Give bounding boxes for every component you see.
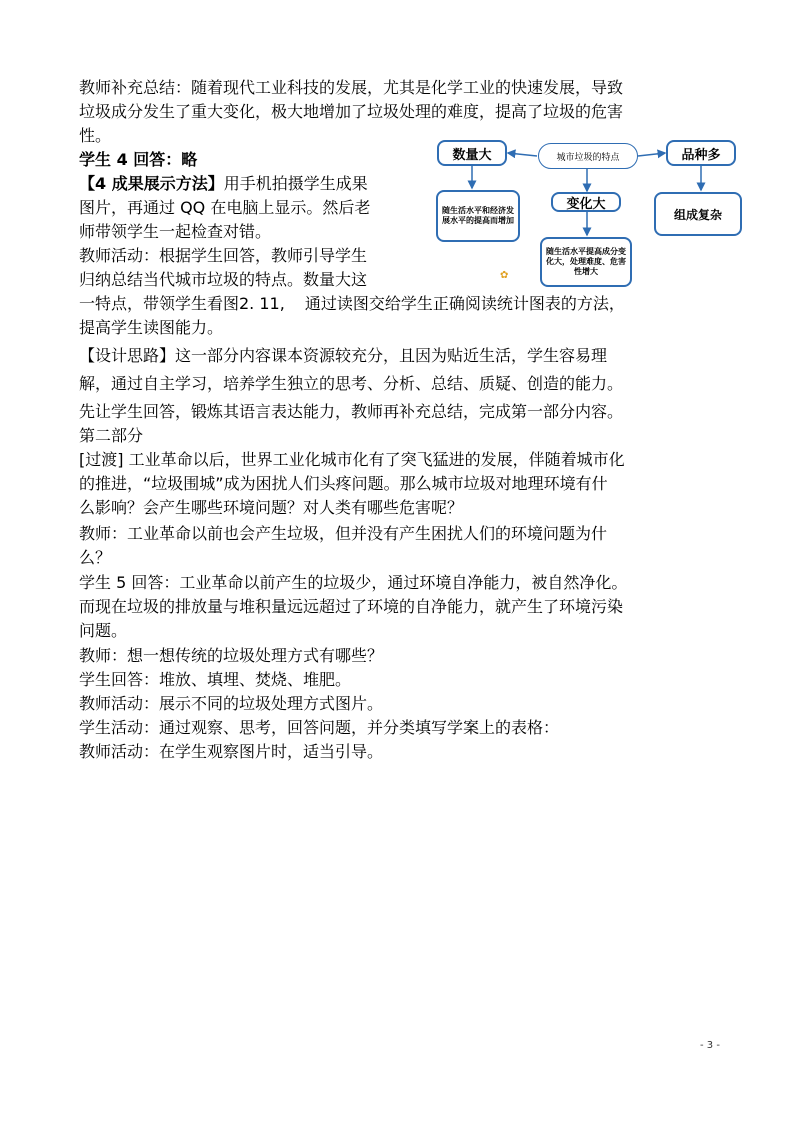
text-line: 学生活动：通过观察、思考，回答问题，并分类填写学案上的表格： (79, 718, 560, 737)
text-line (79, 293, 625, 315)
text-line: 【设计思路】这一部分内容课本资源较充分，且因为贴近生活，学生容易理 (79, 346, 608, 365)
text-line (79, 173, 368, 195)
text-segment: 通过读图交给学生正确阅读统计图表的方法， (304, 294, 625, 313)
text-line: 图片，再通过 QQ 在电脑上显示。然后老 (79, 198, 371, 217)
text-line: 先让学生回答，锻炼其语言表达能力，教师再补充总结，完成第一部分内容。 (79, 402, 624, 421)
urban-waste-diagram (434, 138, 744, 290)
text-line: 师带领学生一起检查对错。 (79, 222, 272, 241)
page-number: - 3 - (700, 1040, 720, 1051)
quantity-detail-node: 随生活水平和经济发展水平的提高而增加 (436, 190, 520, 242)
text-line: 的推进，“垃圾围城”成为困扰人们头疼问题。那么城市垃圾对地理环境有什 (79, 474, 608, 493)
section-heading: 第二部分 (79, 426, 144, 445)
method-heading: 【4 成果展示方法】 (79, 174, 224, 193)
text-line: 教师：想一想传统的垃圾处理方式有哪些？ (79, 646, 384, 665)
text-line: 教师补充总结：随着现代工业科技的发展，尤其是化学工业的快速发展，导致 (79, 78, 624, 97)
text-line: 学生回答：堆放、填埋、焚烧、堆肥。 (79, 670, 352, 689)
center-node: 城市垃圾的特点 (538, 143, 638, 169)
quantity-large-node: 数量大 (437, 140, 507, 166)
flower-icon: ✿ (500, 270, 509, 281)
change-detail-node: 随生活水平提高成分变化大，处理难度、危害性增大 (540, 237, 632, 287)
text-line: 提高学生读图能力。 (79, 318, 224, 337)
text-line: 教师活动：根据学生回答，教师引导学生 (79, 246, 368, 265)
text-line: [过渡] 工业革命以后，世界工业化城市化有了突飞猛进的发展，伴随着城市化 (79, 450, 625, 469)
text-line: 学生 5 回答：工业革命以前产生的垃圾少，通过环境自净能力，被自然净化。 (79, 573, 628, 592)
text-line: 归纳总结当代城市垃圾的特点。数量大这 (79, 270, 368, 289)
text-line: 垃圾成分发生了重大变化，极大地增加了垃圾处理的难度，提高了垃圾的危害 (79, 102, 624, 121)
text-line: 解，通过自主学习，培养学生独立的思考、分析、总结、质疑、创造的能力。 (79, 374, 624, 393)
student-4-answer: 学生 4 回答：略 (79, 150, 198, 169)
text-line: 么？ (79, 548, 112, 567)
change-large-node: 变化大 (551, 192, 621, 212)
text-line: 教师活动：展示不同的垃圾处理方式图片。 (79, 694, 384, 713)
text-line: 而现在垃圾的排放量与堆积量远远超过了环境的自净能力，就产生了环境污染 (79, 597, 624, 616)
text-segment: 一特点，带领学生看图2. 11, (79, 294, 285, 313)
text-line: 么影响？会产生哪些环境问题？对人类有哪些危害呢？ (79, 498, 464, 517)
text-segment: 用手机拍摄学生成果 (223, 174, 368, 193)
text-line: 教师：工业革命以前也会产生垃圾，但并没有产生困扰人们的环境问题为什 (79, 524, 608, 543)
variety-node: 品种多 (666, 140, 736, 166)
text-line: 教师活动：在学生观察图片时，适当引导。 (79, 742, 384, 761)
text-line: 性。 (79, 126, 112, 145)
composition-node: 组成复杂 (654, 192, 742, 236)
text-line: 问题。 (79, 621, 128, 640)
